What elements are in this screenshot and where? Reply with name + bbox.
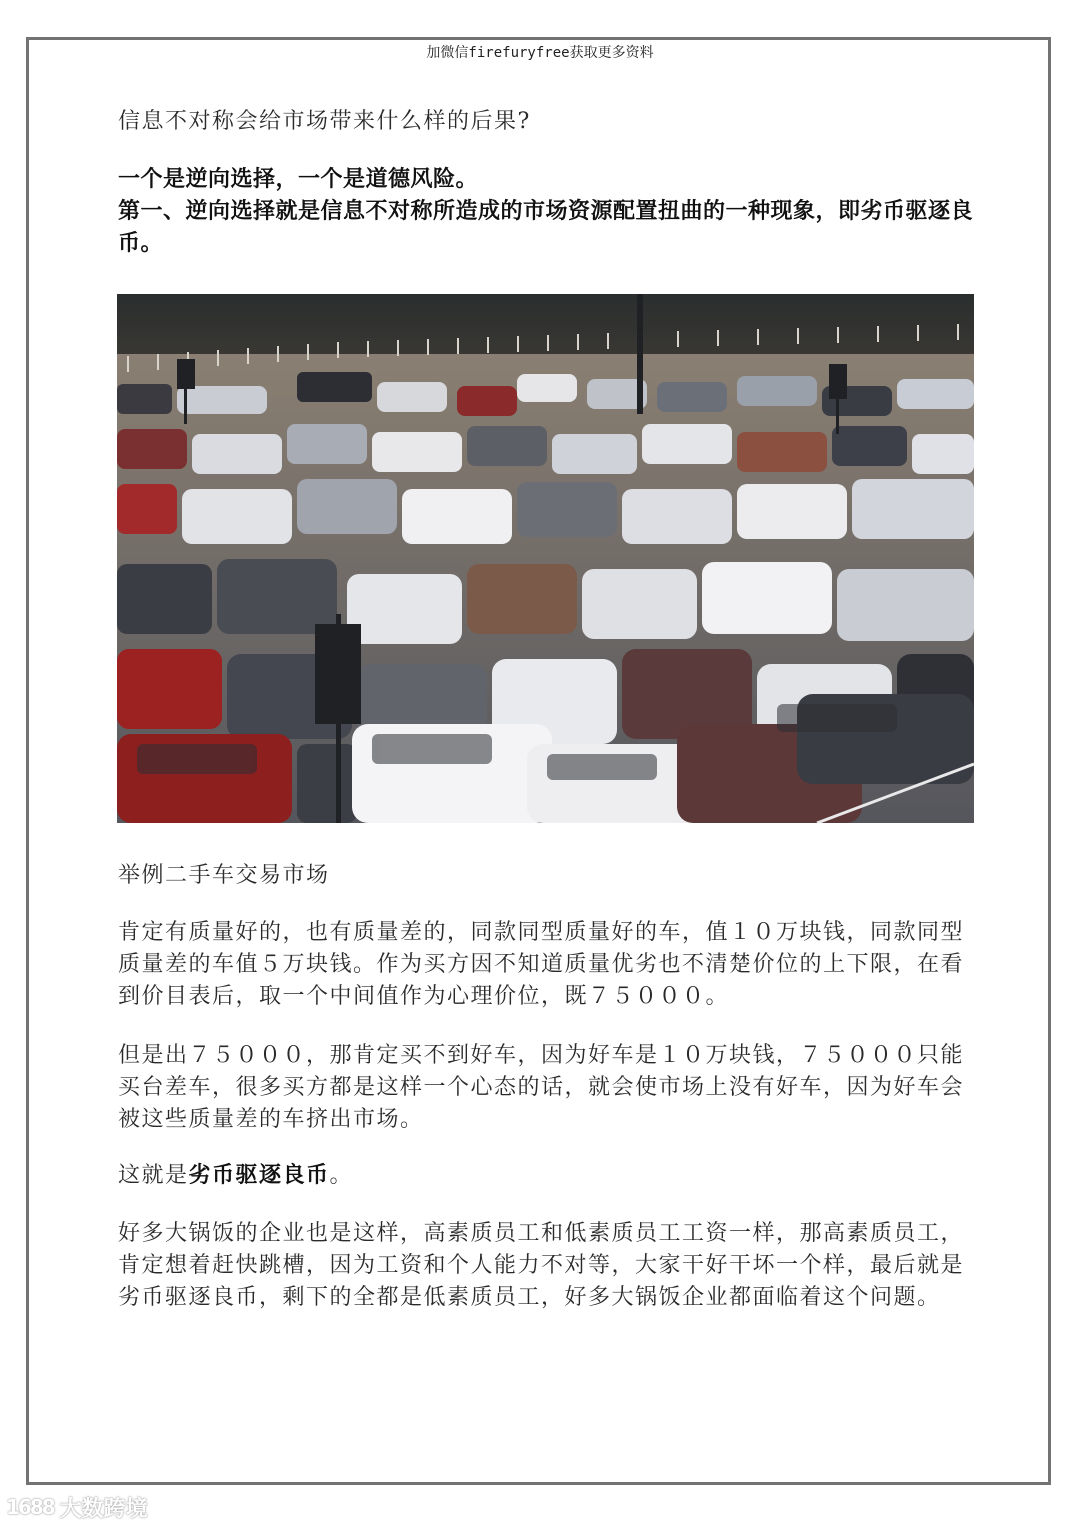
conclusion-suffix: 。 — [329, 1163, 354, 1188]
conclusion-prefix: 这就是 — [118, 1163, 189, 1188]
paragraph-1 — [118, 917, 978, 1013]
conclusion-text — [118, 1160, 978, 1192]
conclusion — [118, 1160, 978, 1192]
paragraph-3-text: 好多大锅饭的企业也是这样，高素质员工和低素质员工工资一样，那高素质员工，肯定想着赶快跳槽，因为工资和个人能力不对等，大家干好干坏一个样，最后就是劣币驱逐良币，剩下的全都是低素质员工，好多大锅饭企业都面临着这个问题。 — [118, 1221, 965, 1310]
example-title-block — [118, 860, 978, 892]
watermark — [6, 1490, 148, 1524]
example-title: 举例二手车交易市场 — [118, 863, 330, 888]
paragraph-2 — [118, 1040, 978, 1136]
answer-line-2: 第一、逆向选择就是信息不对称所造成的市场资源配置扭曲的一种现象，即劣币驱逐良币。 — [118, 199, 974, 256]
question-block — [118, 106, 978, 138]
car-lot-image-icon — [117, 294, 974, 823]
paragraph-1-text: 肯定有质量好的，也有质量差的，同款同型质量好的车，值１０万块钱，同款同型质量差的车值５万块钱。作为买方因不知道质量优劣也不清楚价位的上下限，在看到价目表后，取一个中间值作为心理价位，既７５０００。 — [118, 920, 965, 1009]
conclusion-bold: 劣币驱逐良币 — [188, 1163, 330, 1188]
paragraph-3 — [118, 1218, 978, 1314]
header-note: 加微信firefuryfree获取更多资料 — [426, 45, 654, 61]
parking-lot-photo — [117, 294, 974, 823]
answer-block — [118, 164, 978, 260]
paragraph-2-text: 但是出７５０００，那肯定买不到好车，因为好车是１０万块钱，７５０００只能买台差车，很多买方都是这样一个心态的话，就会使市场上没有好车，因为好车会被这些质量差的车挤出市场。 — [118, 1043, 965, 1132]
watermark-logo-icon: 1688 — [6, 1495, 54, 1519]
question-text: 信息不对称会给市场带来什么样的后果? — [118, 109, 531, 134]
watermark-text: 大数跨境 — [59, 1496, 148, 1522]
answer-line-1: 一个是逆向选择，一个是道德风险。 — [118, 167, 479, 192]
